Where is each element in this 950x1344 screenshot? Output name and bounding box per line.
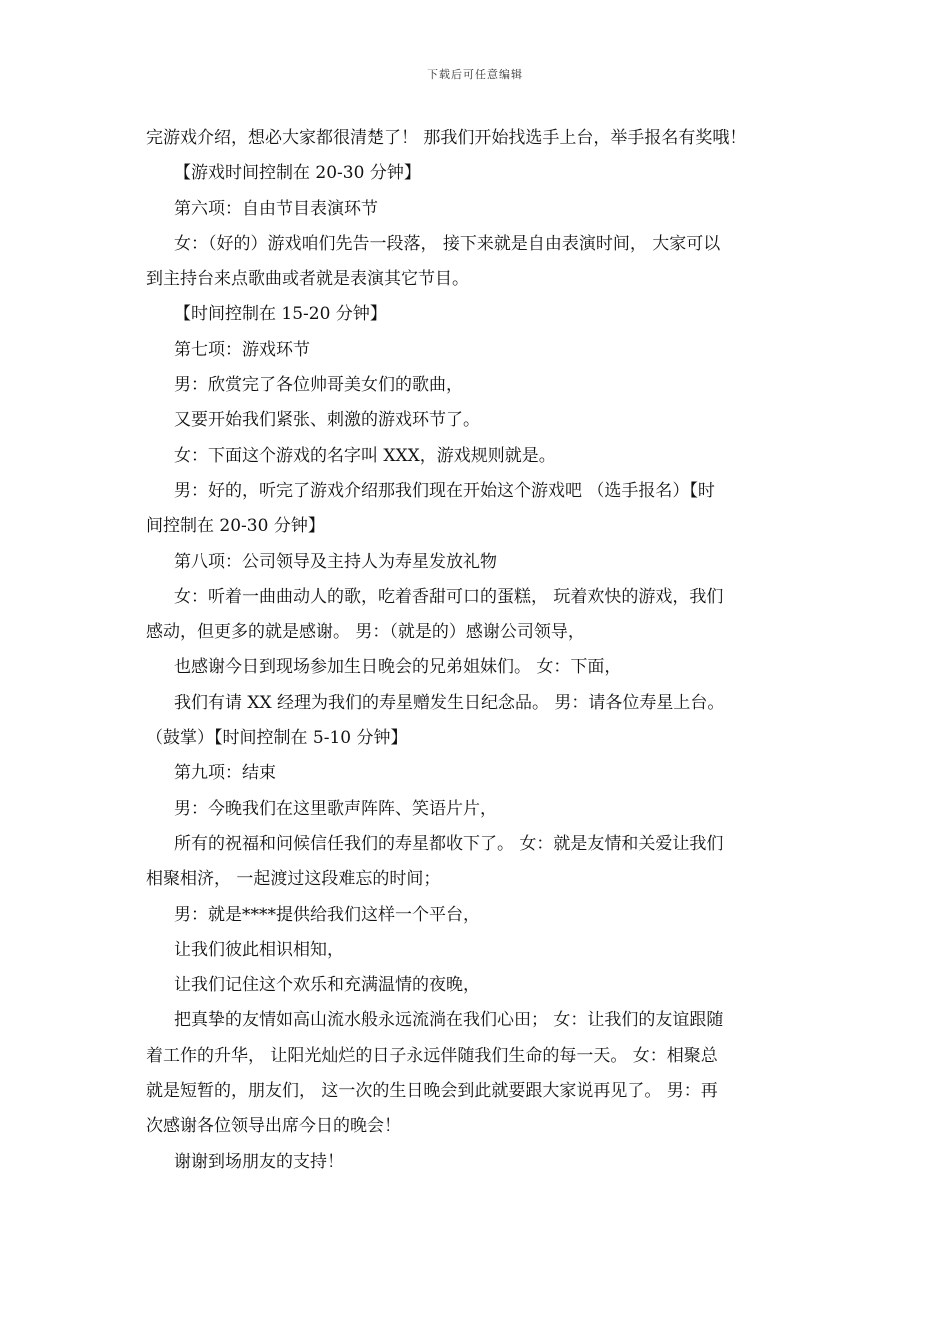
- text-line: 男：今晚我们在这里歌声阵阵、笑语片片，: [174, 798, 497, 819]
- text-line: 谢谢到场朋友的支持！: [174, 1151, 344, 1172]
- text-line: （鼓掌）【时间控制在 5-10 分钟】: [146, 728, 408, 749]
- text-line: 男：就是****提供给我们这样一个平台，: [174, 904, 480, 925]
- text-line: 感动，但更多的就是感谢。 男：（就是的）感谢公司领导，: [146, 622, 585, 643]
- text-line: 让我们彼此相识相知，: [174, 939, 344, 960]
- page-header: 下载后可任意编辑: [427, 68, 523, 81]
- text-line: 也感谢今日到现场参加生日晚会的兄弟姐妹们。 女：下面，: [174, 657, 622, 678]
- text-line: 就是短暂的，朋友们， 这一次的生日晚会到此就要跟大家说再见了。 男：再: [146, 1081, 718, 1102]
- section-heading: 第六项：自由节目表演环节: [174, 198, 378, 219]
- text-line: 让我们记住这个欢乐和充满温情的夜晚，: [174, 975, 480, 996]
- text-line: 次感谢各位领导出席今日的晚会！: [146, 1116, 401, 1137]
- section-heading: 第九项：结束: [174, 763, 276, 784]
- text-line: 完游戏介绍，想必大家都很清楚了！ 那我们开始找选手上台，举手报名有奖哦！: [146, 128, 747, 148]
- text-line: 女：下面这个游戏的名字叫 XXX，游戏规则就是。: [174, 445, 556, 466]
- text-line: 所有的祝福和问候信任我们的寿星都收下了。 女：就是友情和关爱让我们: [174, 833, 724, 854]
- text-line: 女：（好的）游戏咱们先告一段落， 接下来就是自由表演时间， 大家可以: [174, 233, 721, 254]
- text-line: 把真挚的友情如高山流水般永远流淌在我们心田； 女：让我们的友谊跟随: [174, 1010, 724, 1031]
- text-line: 【时间控制在 15-20 分钟】: [174, 304, 387, 325]
- text-line: 女：听着一曲曲动人的歌，吃着香甜可口的蛋糕， 玩着欢快的游戏，我们: [174, 586, 724, 607]
- text-line: 男：欣赏完了各位帅哥美女们的歌曲，: [174, 375, 463, 396]
- text-line: 着工作的升华， 让阳光灿烂的日子永远伴随我们生命的每一天。 女：相聚总: [146, 1045, 718, 1066]
- text-line: 间控制在 20-30 分钟】: [146, 516, 325, 537]
- section-heading: 第八项：公司领导及主持人为寿星发放礼物: [174, 551, 497, 572]
- section-heading: 第七项：游戏环节: [174, 339, 310, 360]
- text-line: 相聚相济， 一起渡过这段难忘的时间；: [146, 869, 441, 890]
- text-line: 我们有请 XX 经理为我们的寿星赠发生日纪念品。 男：请各位寿星上台。: [174, 692, 725, 713]
- text-line: 又要开始我们紧张、刺激的游戏环节了。: [174, 410, 480, 431]
- text-line: 到主持台来点歌曲或者就是表演其它节目。: [146, 269, 469, 290]
- text-line: 男：好的，听完了游戏介绍那我们现在开始这个游戏吧 （选手报名）【时: [174, 480, 715, 501]
- text-line: 【游戏时间控制在 20-30 分钟】: [174, 163, 421, 184]
- document-body: [146, 121, 821, 1180]
